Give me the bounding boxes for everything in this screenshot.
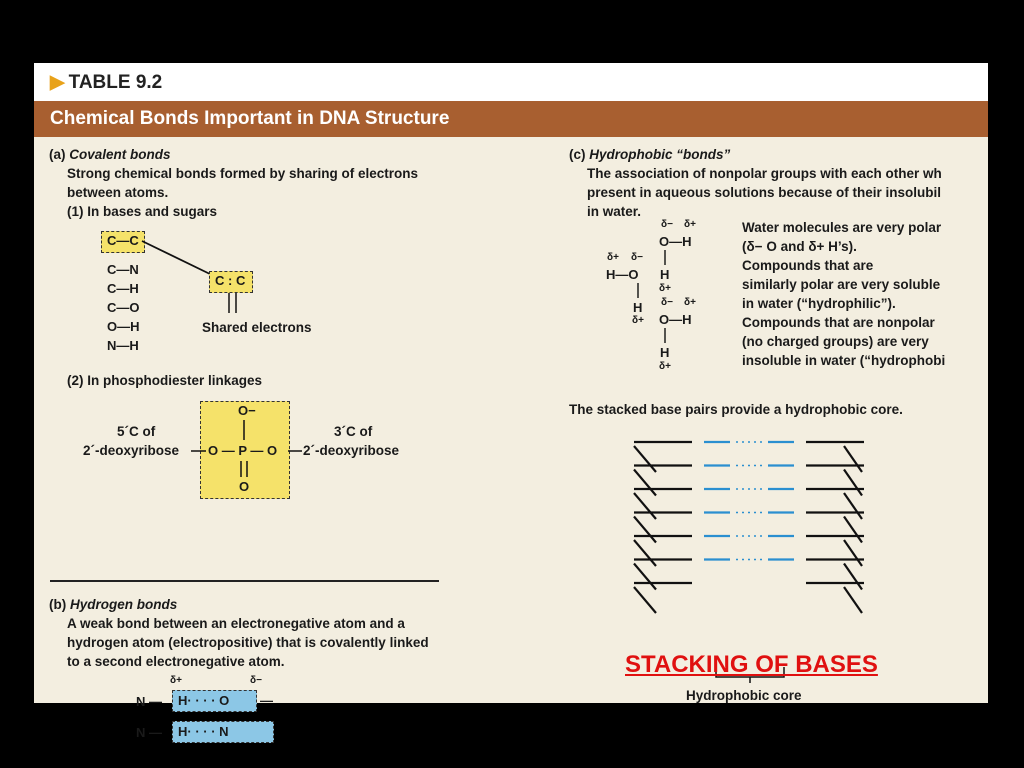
phosphate-bottom-o: O <box>239 479 250 494</box>
backbone-right-segment <box>844 470 862 496</box>
backbone-left-segment <box>634 517 656 543</box>
table-content <box>34 137 988 740</box>
water3-h: H <box>660 345 670 360</box>
hydrophobic-core-label: Hydrophobic core <box>686 688 802 703</box>
section-a-sub1: (1) In bases and sugars <box>67 204 218 219</box>
bond-ch: C—H <box>107 281 139 296</box>
section-c-desc-1: The association of nonpolar groups with each other wh <box>587 166 942 181</box>
water1-h-delta: δ+ <box>659 283 671 294</box>
backbone-left-segment <box>634 493 656 519</box>
stacking-title: STACKING OF BASES <box>625 651 878 678</box>
section-b-desc-3: to a second electronegative atom. <box>67 654 285 669</box>
table-label <box>50 71 162 94</box>
hbond-row2-formula: H· · · · N <box>178 724 229 739</box>
section-c-desc-2: present in aqueous solutions because of their insolubil <box>587 185 942 200</box>
water1-formula: O—H <box>659 234 692 249</box>
section-c-prefix: (c) <box>569 147 586 162</box>
backbone-right-segment <box>844 564 862 590</box>
backbone-left-segment <box>634 540 656 566</box>
bond-cn: C—N <box>107 262 139 277</box>
section-c-desc-3: in water. <box>587 204 642 219</box>
hbond-row1-tail: — <box>260 693 273 708</box>
water2-delta-o: δ− <box>631 252 643 263</box>
water2-formula: H—O <box>606 267 639 282</box>
stacked-caption: The stacked base pairs provide a hydrophobic core. <box>569 402 903 417</box>
section-b-prefix: (b) <box>49 597 67 612</box>
left-deoxyribose: 2´-deoxyribose <box>83 443 180 458</box>
table-label-bar <box>34 63 988 101</box>
water-text-2: (δ− O and δ+ H’s). <box>742 239 857 254</box>
bond-nh: N—H <box>107 338 139 353</box>
backbone-left-segment <box>634 564 656 590</box>
water2-h-delta: δ+ <box>632 315 644 326</box>
water3-h-delta: δ+ <box>659 361 671 372</box>
backbone-left-segment <box>634 587 656 613</box>
shared-electron-formula: C : C <box>215 273 246 288</box>
water1-h: H <box>660 267 670 282</box>
water3-delta-h: δ+ <box>684 297 696 308</box>
section-a-desc-2: between atoms. <box>67 185 169 200</box>
right-deoxyribose: 2´-deoxyribose <box>303 443 400 458</box>
header-title: Chemical Bonds Important in DNA Structure <box>50 108 450 129</box>
water1-delta-o: δ− <box>661 219 673 230</box>
table-label-text: TABLE 9.2 <box>68 72 163 93</box>
backbone-right-segment <box>844 517 862 543</box>
shared-electrons-label: Shared electrons <box>202 320 312 335</box>
hbond-row1-n: N — <box>136 694 162 709</box>
hbond-row2-n: N — <box>136 725 162 740</box>
section-b-title-text: Hydrogen bonds <box>70 597 178 612</box>
water2-delta-h: δ+ <box>607 252 619 263</box>
table-header <box>34 101 988 137</box>
slide-frame <box>34 63 988 740</box>
right-3c-label: 3´C of <box>334 424 373 439</box>
section-a-sub2: (2) In phosphodiester linkages <box>67 373 263 388</box>
water3-delta-o: δ− <box>661 297 673 308</box>
backbone-left-segment <box>634 470 656 496</box>
water3-formula: O—H <box>659 312 692 327</box>
water-text-3: Compounds that are <box>742 258 874 273</box>
water-text-6: Compounds that are nonpolar <box>742 315 935 330</box>
section-a-desc-1: Strong chemical bonds formed by sharing of electrons <box>67 166 419 181</box>
water1-delta-h: δ+ <box>684 219 696 230</box>
bond-co: C—O <box>107 300 140 315</box>
delta-plus-h: δ+ <box>170 675 182 686</box>
water-text-1: Water molecules are very polar <box>742 220 942 235</box>
section-b-desc-1: A weak bond between an electronegative atom and a <box>67 616 405 631</box>
phosphate-center: O — P — O <box>208 443 278 458</box>
cc-bond-label: C—C <box>107 233 139 248</box>
delta-minus-o: δ− <box>250 675 262 686</box>
base-stack-diagram <box>34 137 988 703</box>
phosphate-top-o: O− <box>238 403 256 418</box>
water-text-5: in water (“hydrophilic”). <box>742 296 896 311</box>
section-a-prefix: (a) <box>49 147 66 162</box>
backbone-right-segment <box>844 446 862 472</box>
triangle-icon: ▶ <box>50 72 65 93</box>
backbone-right-segment <box>844 587 862 613</box>
water-text-8: insoluble in water (“hydrophobi <box>742 353 946 368</box>
section-c-title-text: Hydrophobic “bonds” <box>589 147 731 162</box>
backbone-left-segment <box>634 446 656 472</box>
bond-oh: O—H <box>107 319 140 334</box>
water2-h: H <box>633 300 643 315</box>
backbone-right-segment <box>844 493 862 519</box>
left-5c-label: 5´C of <box>117 424 156 439</box>
section-b-desc-2: hydrogen atom (electropositive) that is covalently linked <box>67 635 429 650</box>
backbone-right-segment <box>844 540 862 566</box>
water-text-4: similarly polar are very soluble <box>742 277 941 292</box>
section-a-title-text: Covalent bonds <box>69 147 171 162</box>
water-text-7: (no charged groups) are very <box>742 334 929 349</box>
hbond-row1-formula: H· · · · O <box>178 693 230 708</box>
